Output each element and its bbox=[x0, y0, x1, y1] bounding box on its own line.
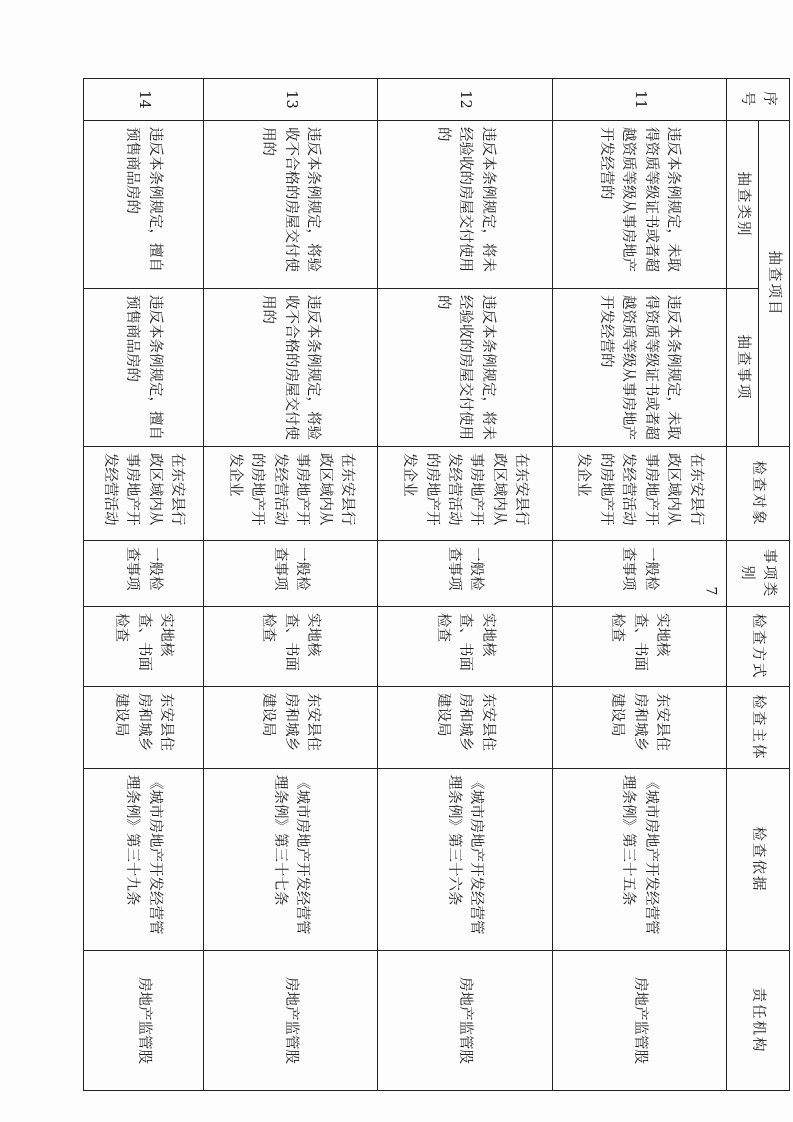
header-check-items: 抽查项目 bbox=[758, 121, 789, 447]
row-seq: 13 bbox=[203, 79, 377, 121]
table-row bbox=[552, 79, 726, 1091]
row-seq: 14 bbox=[84, 79, 204, 121]
header-check-category: 抽查类别 bbox=[727, 121, 758, 289]
row-method: 实地核查、书面检查 bbox=[552, 607, 726, 687]
row-category: 违反本条例规定，未取得资质等级证书或者超越资质等级从事房地产开发经营的 bbox=[552, 121, 726, 289]
row-org: 房地产监管股 bbox=[378, 951, 552, 1091]
row-category: 违反本条例规定，将验收不合格的房屋交付使用的 bbox=[203, 121, 377, 289]
header-seq: 序号 bbox=[727, 79, 790, 121]
row-basis: 《城市房地产开发经营管理条例》第三十九条 bbox=[84, 769, 204, 951]
row-object: 在东安县行政区域内从事房地产开发经营活动 bbox=[84, 447, 204, 541]
row-category: 违反本条例规定，擅自预售商品房的 bbox=[84, 121, 204, 289]
row-matter: 违反本条例规定，将未经验收的房屋交付使用的 bbox=[378, 289, 552, 447]
row-seq: 11 bbox=[552, 79, 726, 121]
row-type: 一般检查事项 bbox=[203, 541, 377, 607]
row-subject: 东安县住房和城乡建设局 bbox=[203, 687, 377, 769]
inspection-table bbox=[83, 78, 790, 1091]
row-method: 实地核查、书面检查 bbox=[378, 607, 552, 687]
row-basis: 《城市房地产开发经营管理条例》第三十五条 bbox=[552, 769, 726, 951]
row-basis: 《城市房地产开发经营管理条例》第三十六条 bbox=[378, 769, 552, 951]
row-subject: 东安县住房和城乡建设局 bbox=[84, 687, 204, 769]
row-matter: 违反本条例规定，擅自预售商品房的 bbox=[84, 289, 204, 447]
row-matter: 违反本条例规定，将验收不合格的房屋交付使用的 bbox=[203, 289, 377, 447]
page-number: 7 bbox=[702, 586, 719, 596]
table-row bbox=[203, 79, 377, 1091]
row-object: 在东安县行政区域内从事房地产开发经营活动的房地产开发企业 bbox=[203, 447, 377, 541]
table-row bbox=[378, 79, 552, 1091]
row-seq: 12 bbox=[378, 79, 552, 121]
row-type: 一般检查事项 bbox=[552, 541, 726, 607]
rotated-table-frame bbox=[83, 78, 790, 1090]
row-type: 一般检查事项 bbox=[84, 541, 204, 607]
row-subject: 东安县住房和城乡建设局 bbox=[378, 687, 552, 769]
row-category: 违反本条例规定，将未经验收的房屋交付使用的 bbox=[378, 121, 552, 289]
row-org: 房地产监管股 bbox=[552, 951, 726, 1091]
header-check-basis: 检查依据 bbox=[727, 769, 790, 951]
row-matter: 违反本条例规定，未取得资质等级证书或者超越资质等级从事房地产开发经营的 bbox=[552, 289, 726, 447]
row-subject: 东安县住房和城乡建设局 bbox=[552, 687, 726, 769]
header-responsible-org: 责任机构 bbox=[727, 951, 790, 1091]
header-row-1 bbox=[758, 79, 789, 1091]
header-matter-type: 事项类别 bbox=[727, 541, 790, 607]
row-type: 一般检查事项 bbox=[378, 541, 552, 607]
row-method: 实地核查、书面检查 bbox=[203, 607, 377, 687]
header-check-method: 检查方式 bbox=[727, 607, 790, 687]
row-org: 房地产监管股 bbox=[84, 951, 204, 1091]
header-check-subject: 检查主体 bbox=[727, 687, 790, 769]
header-check-object: 检查对象 bbox=[727, 447, 790, 541]
row-org: 房地产监管股 bbox=[203, 951, 377, 1091]
row-basis: 《城市房地产开发经营管理条例》第三十七条 bbox=[203, 769, 377, 951]
header-check-matter: 抽查事项 bbox=[727, 289, 758, 447]
table-row bbox=[84, 79, 204, 1091]
row-object: 在东安县行政区域内从事房地产开发经营活动的房地产开发企业 bbox=[552, 447, 726, 541]
row-method: 实地核查、书面检查 bbox=[84, 607, 204, 687]
row-object: 在东安县行政区域内从事房地产开发经营活动的房地产开发企业 bbox=[378, 447, 552, 541]
